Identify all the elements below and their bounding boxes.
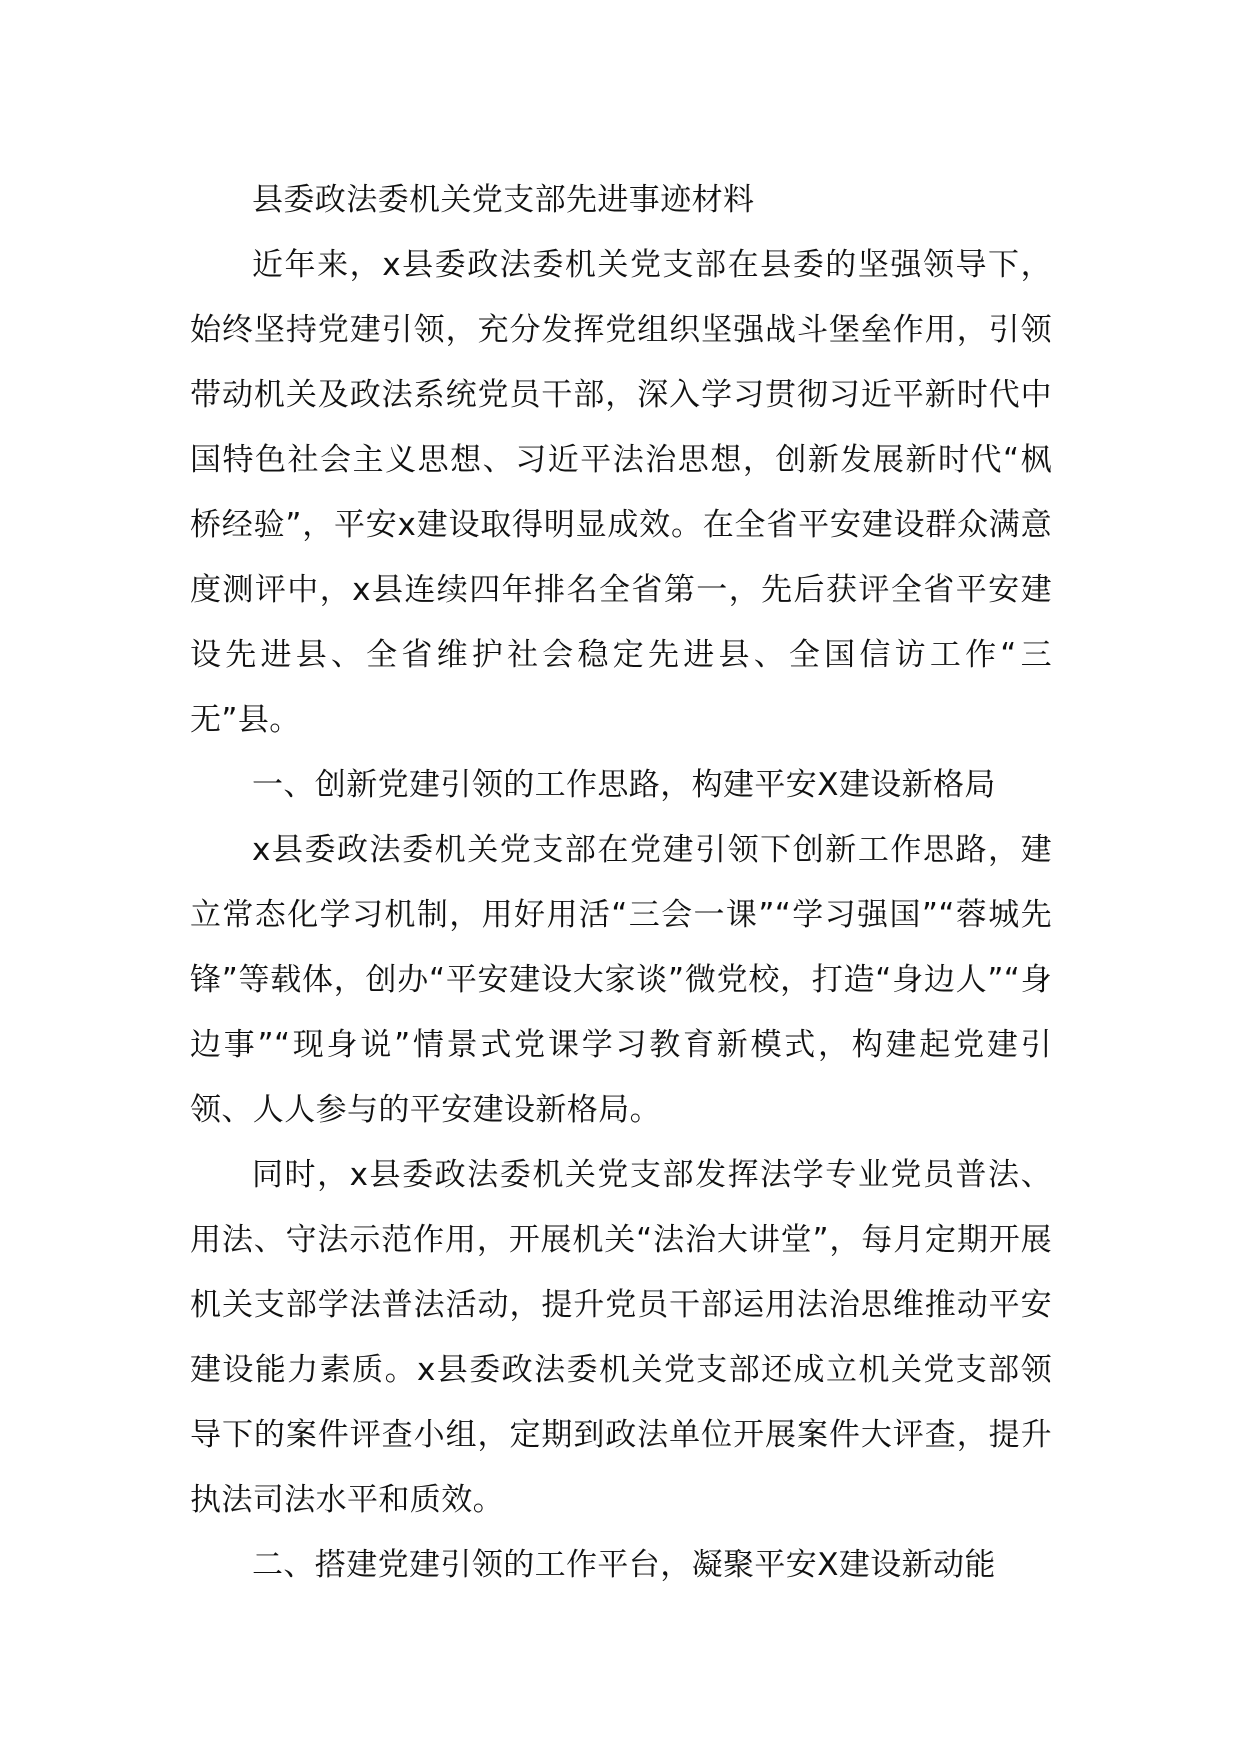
document-title: 县委政法委机关党支部先进事迹材料: [252, 182, 755, 218]
section-heading-1: 一、创新党建引领的工作思路，构建平安X建设新格局: [252, 767, 996, 803]
intro-paragraph: 近年来，x县委政法委机关党支部在县委的坚强领导下，始终坚持党建引领，充分发挥党组织坚强战斗堡垒作用，引领带动机关及政法系统党员干部，深入学习贯彻习近平新时代中国特色社会主义思想、习近平法治思想，创新发展新时代“枫桥经验”，平安x建设取得明显成效。在全省平安建设群众满意度测评中，x县连续四年排名全省第一，先后获评全省平安建设先进县、全省维护社会稳定先进县、全国信访工作“三无”县。: [190, 247, 1052, 738]
section-heading-2: 二、搭建党建引领的工作平台，凝聚平安X建设新动能: [252, 1547, 996, 1583]
document-body: [190, 168, 1052, 1598]
section-1-paragraph-2: 同时，x县委政法委机关党支部发挥法学专业党员普法、用法、守法示范作用，开展机关“法治大讲堂”，每月定期开展机关支部学法普法活动，提升党员干部运用法治思维推动平安建设能力素质。x县委政法委机关党支部还成立机关党支部领导下的案件评查小组，定期到政法单位开展案件大评查，提升执法司法水平和质效。: [190, 1157, 1052, 1518]
section-1-paragraph-1: x县委政法委机关党支部在党建引领下创新工作思路，建立常态化学习机制，用好用活“三会一课”“学习强国”“蓉城先锋”等载体，创办“平安建设大家谈”微党校，打造“身边人”“身边事”“现身说”情景式党课学习教育新模式，构建起党建引领、人人参与的平安建设新格局。: [190, 832, 1052, 1128]
